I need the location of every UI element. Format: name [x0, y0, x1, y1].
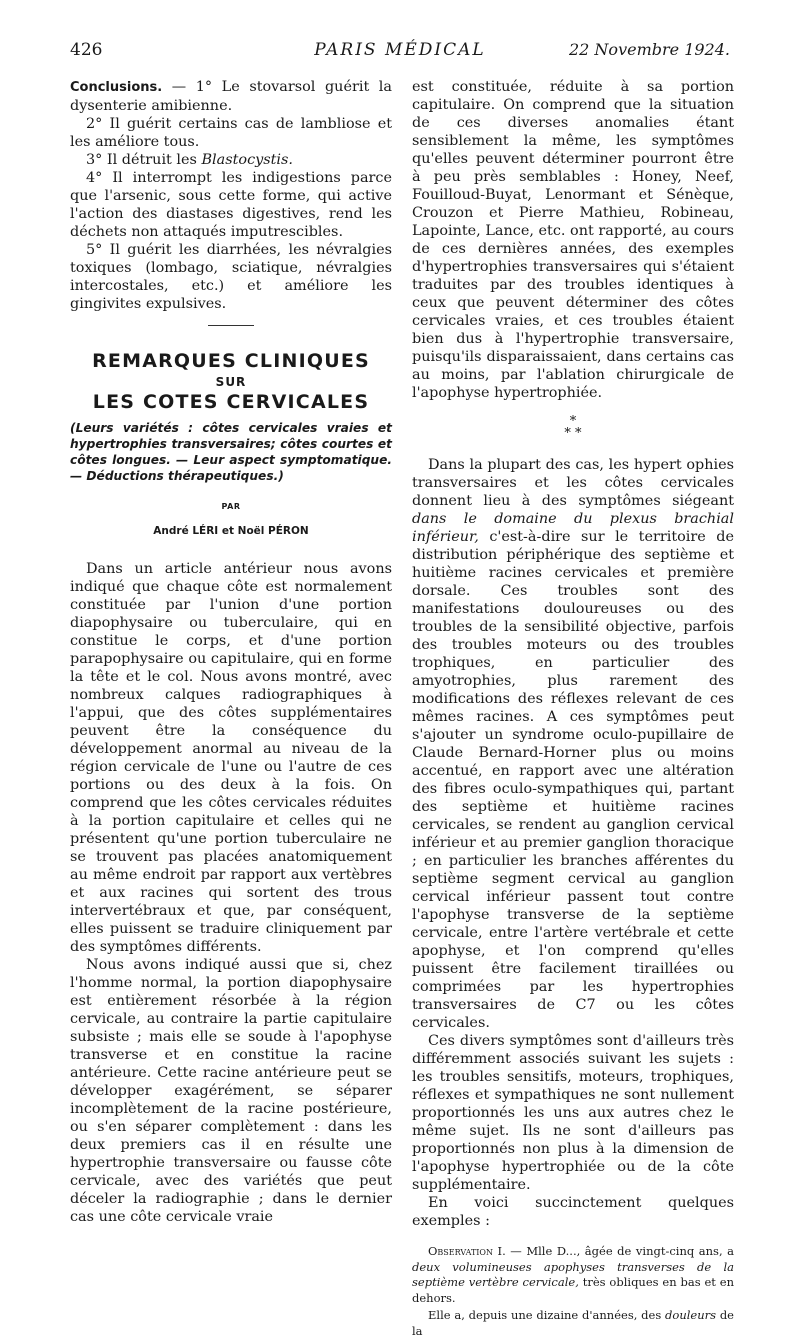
page-header — [70, 40, 730, 66]
article-subtitle: (Leurs variétés : côtes cervicales vraies et hypertrophies transversaires; côtes courtes et côtes longues. — Leur aspect symptomatique. — Déductions thérapeutiques.) — [70, 421, 392, 483]
conclusions-item-3 — [70, 151, 392, 169]
body-paragraph-continued: est constituée, réduite à sa portion capitulaire. On comprend que la situation de ces diverses anomalies étant sensiblement la même, les symptômes qu'elles peuvent déterminer pourront être à peu près semblables : Honey, Neef, Fouilloud-Buyat, Lenormant et Sénèque, Crouzon et Pierre Mathieu, Robineau, Lapointe, Lance, etc. ont rapporté, au cours de ces dernières années, des exemples d'hypertrophies transversaires qui s'étaient traduites par des troubles identiques à ceux que peuvent déterminer des côtes cervicales vraies, et ces troubles étaient bien dus à l'hypertrophie transversaire, puisqu'ils disparaissaient, dans certains cas au moins, par l'ablation chirurgicale de l'apophyse hypertrophiée. — [412, 79, 734, 401]
paragraph-3-text-a: Dans la plupart des cas, les hypert ophies transversaires et les côtes cervicales donnent lieu à des symptômes siégeant — [412, 457, 734, 509]
body-paragraph-3 — [412, 456, 734, 1032]
page-number: 426 — [70, 40, 103, 60]
observation-2-text-b: de la — [412, 1308, 734, 1338]
conclusions-text-1: — 1° Le stovarsol guérit la dysenterie amibienne. — [70, 79, 392, 114]
article-title-sur: SUR — [215, 375, 247, 389]
body-paragraph-2: Nous avons indiqué aussi que si, chez l'homme normal, la portion diapophysaire est entièrement résorbée à la région cervicale, au contraire la partie capitulaire subsiste ; mais elle se soude à l'apophyse transverse et en constitue la racine antérieure. Cette racine antérieure peut se développer exagérément, se séparer incomplètement de la racine postérieure, ou s'en séparer complètement : dans les deux premiers cas il en résulte une hypertrophie transversaire ou fausse côte cervicale, avec des variétés que peut déceler la radiographie ; dans le dernier cas une côte cervicale vraie — [70, 957, 392, 1225]
byline-par: PAR — [221, 502, 241, 511]
conclusions-item-1 — [70, 78, 392, 115]
body-paragraph-5: En voici succinctement quelques exemples : — [412, 1195, 734, 1229]
asterism-top: * — [569, 414, 577, 429]
conclusions-text-3: 3° Il détruit les — [86, 152, 202, 168]
asterism-bottom: * * — [564, 426, 582, 441]
article-title-line-1: REMARQUES CLINIQUES — [92, 350, 370, 372]
conclusions-label: Conclusions. — [70, 80, 163, 95]
section-asterism — [412, 416, 734, 440]
conclusions-item-5: 5° Il guérit les diarrhées, les névralgies toxiques (lombago, sciatique, névralgies intercostales, etc.) et améliore les gingivites expulsives. — [70, 242, 392, 312]
issue-date: 22 Novembre 1924. — [568, 40, 730, 59]
body-paragraph-4: Ces divers symptômes sont d'ailleurs très différemment associés suivant les sujets : les troubles sensitifs, moteurs, trophiques, réflexes et sympathiques ne sont nullement proportionnés les uns aux autres chez le même sujet. Ils ne sont d'ailleurs pas proportionnés non plus à la dimension de l'apophyse hypertrophiée ou de la côte supplémentaire. — [412, 1033, 734, 1193]
conclusions-item-2: 2° Il guérit certains cas de lambliose et les améliore tous. — [70, 116, 392, 150]
article-title-line-2: LES COTES CERVICALES — [92, 391, 370, 413]
observation-2-emphasis: douleurs — [665, 1308, 717, 1322]
observation-text: très obliques en bas et en dehors. — [412, 1275, 734, 1305]
conclusions-emphasis-3: Blastocystis. — [201, 152, 293, 168]
paragraph-3-text-b: c'est-à-dire sur le territoire de distribution périphérique des septième et huitième racines cervicales et première dorsale. Ces troubles sont des manifestations douloureuses ou des troubles de la sensibilité objective, parfois des troubles moteurs ou des troubles trophiques, en particulier des amyotrophies, plus rarement des modifications des réflexes relevant de ces mêmes racines. A ces symptômes peut s'ajouter un syndrome oculo-pupillaire de Claude Bernard-Horner plus ou moins accentué, en rapport avec une altération des fibres oculo-sympathiques qui, partant des septième et huitième racines cervicales, se rendent au ganglion cervical inférieur et au premier ganglion thoracique ; en particulier les branches afférentes du septième segment cervical au ganglion cervical inférieur passent tout contre l'apophyse transverse de la septième cervicale, entre l'artère vertébrale et cette apophyse, et l'on comprend qu'elles puissent être facilement tiraillées ou comprimées par les hypertrophies transversaires de C7 ou les côtes cervicales. — [412, 529, 734, 1031]
body-paragraph-1: Dans un article antérieur nous avons indiqué que chaque côte est normalement constituée par l'union d'une portion diapophysaire ou tuberculaire, qui en constitue le corps, et d'une portion parapophysaire ou capitulaire, qui en forme la tête et le col. Nous avons montré, avec nombreux calques radiographiques à l'appui, que des côtes supplémentaires peuvent être la conséquence du développement anormal au niveau de la région cervicale de l'une ou l'autre de ces portions ou des deux à la fois. On comprend que les côtes cervicales réduites à la portion capitulaire et celles qui ne présentent qu'une portion tuberculaire ne se trouvent pas placées anatomiquement au même endroit par rapport aux vertèbres et aux racines qui sortent des trous intervertébraux et que, par conséquent, elles puissent se traduire cliniquement par des symptômes différents. — [70, 561, 392, 955]
observation-label: Observation I. — [428, 1244, 506, 1258]
observation-2-text-a: Elle a, depuis une dizaine d'années, des — [428, 1308, 666, 1322]
observation-1 — [412, 1244, 734, 1306]
section-divider — [208, 325, 254, 326]
right-column — [412, 78, 734, 1339]
observation-1-continued — [412, 1308, 734, 1339]
conclusions-item-4: 4° Il interrompt les indigestions parce que l'arsenic, sous cette forme, qui active l'action des diastases digestives, rend les déchets non attaqués imputrescibles. — [70, 170, 392, 240]
paragraph-3-emphasis: dans le domaine du plexus brachial inférieur, — [412, 511, 734, 545]
article-authors: André LÉRI et Noël PÉRON — [153, 525, 309, 537]
observation-emphasis: deux volumineuses apophyses transverses de la septième vertèbre cervicale, — [412, 1259, 734, 1289]
observation-intro: — Mlle D..., âgée de vingt-cinq ans, a — [505, 1244, 734, 1258]
left-column — [70, 78, 392, 1226]
journal-title: PARIS MÉDICAL — [314, 40, 486, 60]
